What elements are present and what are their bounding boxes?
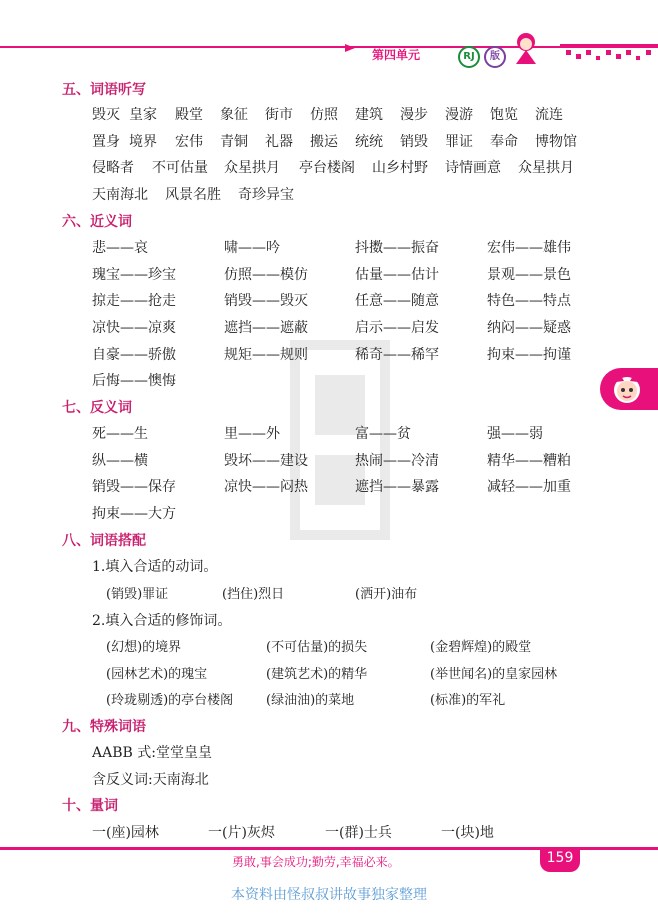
synonym-pair: 遮挡——遮蔽 <box>224 320 308 336</box>
word: 置身 <box>92 134 120 150</box>
antonym-pair: 凉快——闷热 <box>224 479 308 495</box>
dictation-row-2 <box>92 131 577 151</box>
synonym-pair: 抖擞——振奋 <box>355 240 439 256</box>
antonym-pair: 精华——糟粕 <box>487 453 571 469</box>
synonym-pair: 凉快——凉爽 <box>92 320 176 336</box>
synonym-pair: 掠走——抢走 <box>92 293 176 309</box>
word: 奇珍异宝 <box>238 187 294 203</box>
synonym-pair: 景观——景色 <box>487 267 571 283</box>
collocation-item: (举世闻名)的皇家园林 <box>430 667 558 682</box>
section-title-antonyms: 七、反义词 <box>62 400 132 416</box>
word: 流连 <box>535 107 563 123</box>
page-number: 159 <box>546 850 574 866</box>
section-title-collocation: 八、词语搭配 <box>62 533 146 549</box>
section-title-dictation: 五、词语听写 <box>62 82 146 98</box>
unit-title: 第四单元 <box>372 48 421 62</box>
antonym-pair: 拘束——大方 <box>92 506 176 522</box>
version-badge-ban: 版 <box>484 46 506 68</box>
header-arrow-icon <box>345 44 355 52</box>
collocation-instruction-modifiers: 2.填入合适的修饰词。 <box>92 613 232 629</box>
section-title-measure-words: 十、量词 <box>62 798 118 814</box>
cartoon-face-icon <box>610 372 644 406</box>
antonym-pair: 毁坏——建设 <box>224 453 308 469</box>
word: 亭台楼阁 <box>299 160 355 176</box>
synonym-pair: 稀奇——稀罕 <box>355 347 439 363</box>
section-title-special-words: 九、特殊词语 <box>62 719 146 735</box>
footer-motto: 勇敢,事会成功;勤劳,幸福必来。 <box>232 855 400 869</box>
synonym-pair: 宏伟——雄伟 <box>487 240 571 256</box>
antonym-pair: 减轻——加重 <box>487 479 571 495</box>
mascot-girl-icon <box>506 28 546 68</box>
collocation-item: (标准)的军礼 <box>430 693 506 708</box>
antonym-pair: 里——外 <box>224 426 280 442</box>
word: 奉命 <box>490 134 518 150</box>
word: 风景名胜 <box>165 187 221 203</box>
word: 罪证 <box>445 134 473 150</box>
antonym-pair: 富——贫 <box>355 426 411 442</box>
synonym-pair: 瑰宝——珍宝 <box>92 267 176 283</box>
collocation-item: (洒开)油布 <box>355 587 418 602</box>
collocation-item: (挡住)烈日 <box>222 587 285 602</box>
antonym-pair: 强——弱 <box>487 426 543 442</box>
collocation-item: (园林艺术)的瑰宝 <box>106 667 208 682</box>
word: 众星拱月 <box>224 160 280 176</box>
synonym-pair: 纳闷——疑惑 <box>487 320 571 336</box>
word: 搬运 <box>310 134 338 150</box>
word: 侵略者 <box>92 160 134 176</box>
measure-word-item: 一(群)士兵 <box>325 825 392 841</box>
word: 山乡村野 <box>372 160 428 176</box>
synonym-pair: 悲——哀 <box>92 240 148 256</box>
dictation-row-1 <box>92 104 563 124</box>
antonym-pair: 死——生 <box>92 426 148 442</box>
synonym-pair: 拘束——拘谨 <box>487 347 571 363</box>
word: 天南海北 <box>92 187 148 203</box>
checker-pattern-icon <box>560 44 658 64</box>
word: 礼器 <box>265 134 293 150</box>
special-words-aabb: AABB 式:堂堂皇皇 <box>92 745 212 761</box>
synonym-pair: 后悔——懊悔 <box>92 373 176 389</box>
synonym-pair: 仿照——模仿 <box>224 267 308 283</box>
synonym-pair: 估量——估计 <box>355 267 439 283</box>
collocation-item: (绿油油)的菜地 <box>266 693 355 708</box>
word: 销毁 <box>400 134 428 150</box>
word: 象征 <box>220 107 248 123</box>
measure-word-item: 一(块)地 <box>441 825 494 841</box>
word: 宏伟 <box>175 134 203 150</box>
collocation-item: (玲珑剔透)的亭台楼阁 <box>106 693 234 708</box>
antonym-pair: 热闹——冷清 <box>355 453 439 469</box>
word: 街市 <box>265 107 293 123</box>
synonym-pair: 规矩——规则 <box>224 347 308 363</box>
collocation-item: (幻想)的境界 <box>106 640 182 655</box>
synonym-pair: 啸——吟 <box>224 240 280 256</box>
antonym-pair: 销毁——保存 <box>92 479 176 495</box>
word: 殿堂 <box>175 107 203 123</box>
collocation-item: (销毁)罪证 <box>106 587 169 602</box>
word: 不可估量 <box>152 160 208 176</box>
version-badge-rj: RJ <box>458 46 480 68</box>
synonym-pair: 特色——特点 <box>487 293 571 309</box>
word: 建筑 <box>355 107 383 123</box>
section-title-synonyms: 六、近义词 <box>62 214 132 230</box>
synonym-pair: 销毁——毁灭 <box>224 293 308 309</box>
antonym-pair: 遮挡——暴露 <box>355 479 439 495</box>
word: 境界 <box>129 134 157 150</box>
collocation-item: (不可估量)的损失 <box>266 640 368 655</box>
word: 毁灭 <box>92 107 120 123</box>
credit-line: 本资料由怪叔叔讲故事独家整理 <box>231 887 427 903</box>
word: 青铜 <box>220 134 248 150</box>
word: 众星拱月 <box>518 160 574 176</box>
collocation-instruction-verbs: 1.填入合适的动词。 <box>92 559 218 575</box>
word: 漫步 <box>400 107 428 123</box>
special-words-antonym: 含反义词:天南海北 <box>92 772 209 788</box>
word: 漫游 <box>445 107 473 123</box>
word: 博物馆 <box>535 134 577 150</box>
dictation-row-3 <box>92 157 574 177</box>
dictation-row-4 <box>92 184 294 204</box>
word: 统统 <box>355 134 383 150</box>
measure-word-item: 一(座)园林 <box>92 825 159 841</box>
measure-word-item: 一(片)灰烬 <box>208 825 275 841</box>
synonym-pair: 自豪——骄傲 <box>92 347 176 363</box>
antonym-pair: 纵——横 <box>92 453 148 469</box>
word: 诗情画意 <box>445 160 501 176</box>
word: 仿照 <box>310 107 338 123</box>
synonym-pair: 启示——启发 <box>355 320 439 336</box>
collocation-item: (建筑艺术)的精华 <box>266 667 368 682</box>
word: 皇家 <box>129 107 157 123</box>
synonym-pair: 任意——随意 <box>355 293 439 309</box>
word: 饱览 <box>490 107 518 123</box>
collocation-item: (金碧辉煌)的殿堂 <box>430 640 532 655</box>
